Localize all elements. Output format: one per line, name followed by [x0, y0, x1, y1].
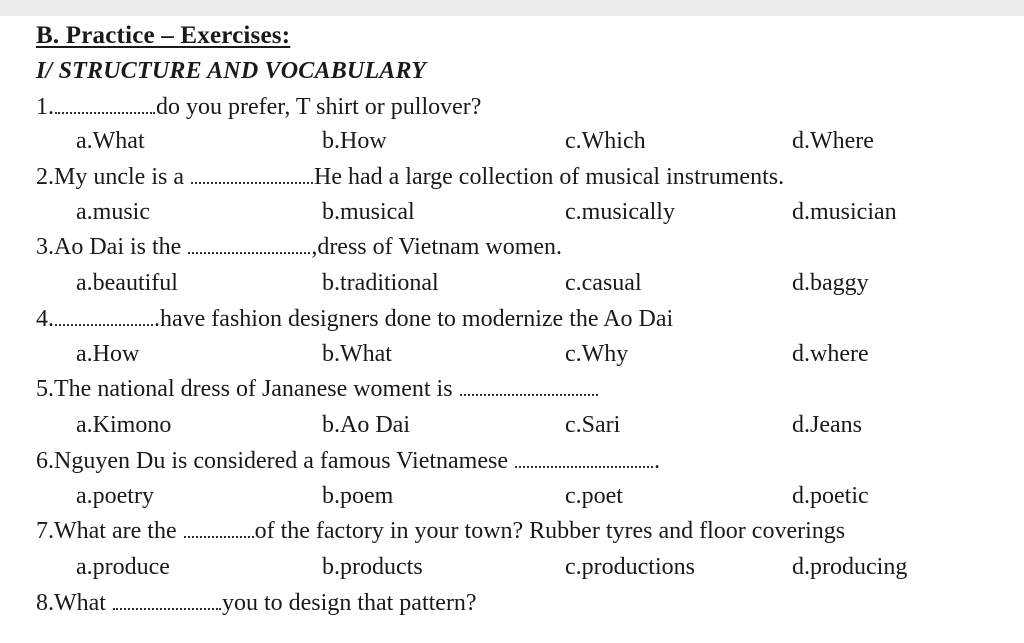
- question-2-option-a[interactable]: a.music: [76, 199, 150, 225]
- question-6-option-d[interactable]: d.poetic: [792, 483, 869, 509]
- question-3-option-b[interactable]: b.traditional: [322, 270, 439, 296]
- exercise-document: [0, 16, 1024, 643]
- question-2-suffix: He had a large collection of musical instruments.: [313, 164, 785, 190]
- question-2: [36, 164, 784, 191]
- question-5: [36, 376, 599, 403]
- question-6-option-a[interactable]: a.poetry: [76, 483, 154, 509]
- question-3: [36, 234, 562, 261]
- question-6: [36, 448, 660, 475]
- question-3-suffix: ,dress of Vietnam women.: [311, 234, 563, 260]
- question-2-option-b[interactable]: b.musical: [322, 199, 415, 225]
- question-8: [36, 590, 477, 617]
- question-2-prefix: 2.My uncle is a: [36, 164, 190, 190]
- question-4-option-b[interactable]: b.What: [322, 341, 392, 367]
- section-heading: B. Practice – Exercises:: [36, 22, 291, 49]
- question-7-prefix: 7.What are the: [36, 518, 183, 544]
- question-5-option-a[interactable]: a.Kimono: [76, 412, 172, 438]
- question-3-prefix: 3.Ao Dai is the: [36, 234, 188, 260]
- question-5-option-d[interactable]: d.Jeans: [792, 412, 862, 438]
- question-1-option-b[interactable]: b.How: [322, 128, 387, 154]
- question-2-option-d[interactable]: d.musician: [792, 199, 897, 225]
- window-top-bar: [0, 0, 1024, 16]
- answer-blank-8[interactable]: [113, 592, 221, 610]
- question-7-option-c[interactable]: c.productions: [565, 554, 695, 580]
- question-8-suffix: you to design that pattern?: [221, 590, 477, 616]
- question-4-option-a[interactable]: a.How: [76, 341, 140, 367]
- question-3-option-d[interactable]: d.baggy: [792, 270, 869, 296]
- question-4: [36, 306, 673, 333]
- question-1: [36, 94, 481, 121]
- question-3-option-a[interactable]: a.beautiful: [76, 270, 178, 296]
- question-7-suffix: of the factory in your town? Rubber tyres and floor coverings: [254, 518, 846, 544]
- question-7: [36, 518, 845, 545]
- question-2-option-c[interactable]: c.musically: [565, 199, 675, 225]
- question-7-option-b[interactable]: b.products: [322, 554, 423, 580]
- answer-blank-7[interactable]: [184, 520, 254, 538]
- question-5-option-b[interactable]: b.Ao Dai: [322, 412, 410, 438]
- question-1-option-c[interactable]: c.Which: [565, 128, 646, 154]
- question-5-prefix: 5.The national dress of Jananese woment is: [36, 376, 459, 402]
- question-8-prefix: 8.What: [36, 590, 112, 616]
- question-1-option-a[interactable]: a.What: [76, 128, 145, 154]
- question-6-option-c[interactable]: c.poet: [565, 483, 623, 509]
- question-4-suffix: .have fashion designers done to modernize the Ao Dai: [154, 306, 674, 332]
- question-6-suffix: .: [654, 448, 660, 474]
- question-5-option-c[interactable]: c.Sari: [565, 412, 621, 438]
- question-7-option-d[interactable]: d.producing: [792, 554, 908, 580]
- question-4-option-d[interactable]: d.where: [792, 341, 869, 367]
- subsection-heading: I/ STRUCTURE AND VOCABULARY: [36, 58, 427, 84]
- answer-blank-1[interactable]: [55, 96, 155, 114]
- question-1-prefix: 1.: [36, 94, 54, 120]
- question-7-option-a[interactable]: a.produce: [76, 554, 170, 580]
- question-1-option-d[interactable]: d.Where: [792, 128, 874, 154]
- question-3-option-c[interactable]: c.casual: [565, 270, 642, 296]
- answer-blank-4[interactable]: [55, 308, 153, 326]
- answer-blank-5[interactable]: [460, 378, 598, 396]
- question-4-option-c[interactable]: c.Why: [565, 341, 629, 367]
- answer-blank-3[interactable]: [188, 236, 310, 254]
- question-1-suffix: do you prefer, T shirt or pullover?: [156, 94, 482, 120]
- question-6-option-b[interactable]: b.poem: [322, 483, 394, 509]
- answer-blank-6[interactable]: [515, 450, 653, 468]
- question-4-prefix: 4.: [36, 306, 54, 332]
- question-6-prefix: 6.Nguyen Du is considered a famous Vietnamese: [36, 448, 514, 474]
- answer-blank-2[interactable]: [191, 166, 313, 184]
